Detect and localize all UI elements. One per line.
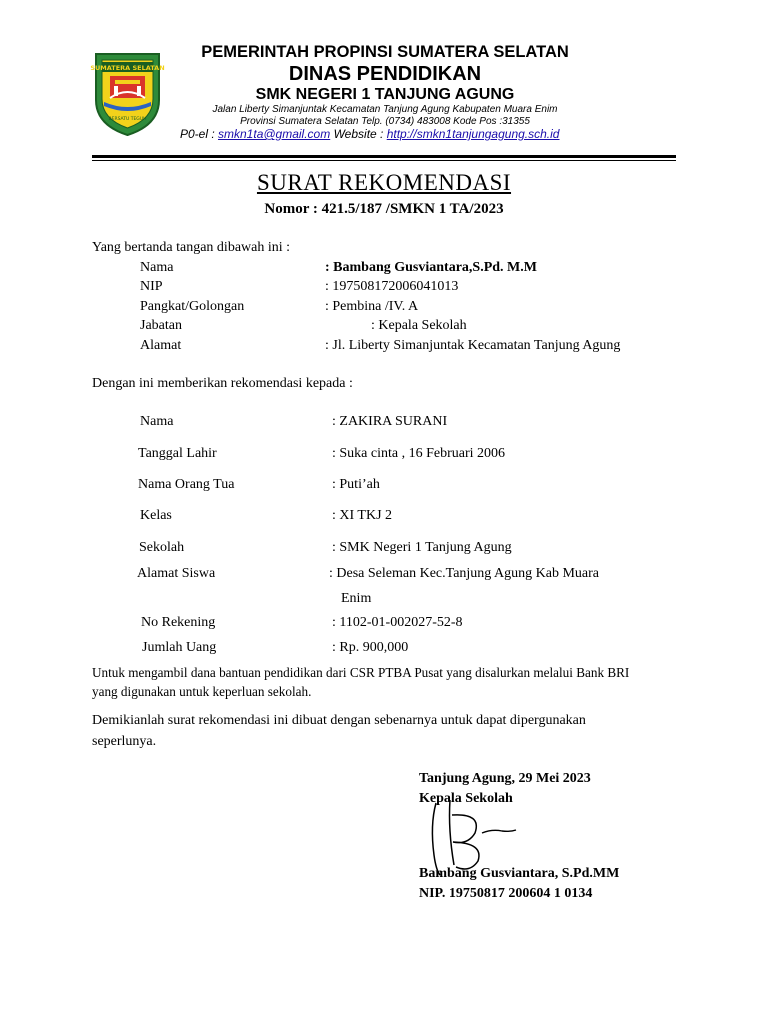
website-link[interactable]: http://smkn1tanjungagung.sch.id — [386, 127, 560, 141]
header-address-line2: Provinsi Sumatera Selatan Telp. (0734) 483008 Kode Pos :31355 — [240, 116, 530, 127]
student-label-kelas: Kelas — [140, 508, 172, 523]
student-value-jumlah-uang: : Rp. 900,000 — [332, 640, 409, 655]
student-value-kelas: : XI TKJ 2 — [332, 508, 393, 523]
student-value-tanggal-lahir: : Suka cinta , 16 Februari 2006 — [332, 446, 506, 461]
student-label-tanggal-lahir: Tanggal Lahir — [138, 446, 217, 461]
student-value-nama: : ZAKIRA SURANI — [332, 414, 448, 429]
student-label-sekolah: Sekolah — [139, 540, 185, 555]
regional-emblem-logo — [90, 50, 165, 138]
student-label-jumlah-uang: Jumlah Uang — [142, 640, 217, 655]
closing-line1: Demikianlah surat rekomendasi ini dibuat dengan sebenarnya untuk dapat dipergunakan — [92, 713, 586, 728]
signer-value-nama: : Bambang Gusviantara,S.Pd. M.M — [325, 260, 537, 275]
student-label-nama-orang-tua: Nama Orang Tua — [138, 477, 235, 492]
signer-value-nip: : 197508172006041013 — [325, 279, 459, 294]
logo-text: SUMATERA SELATAN — [90, 64, 165, 72]
letter-number: Nomor : 421.5/187 /SMKN 1 TA/2023 — [264, 201, 504, 217]
header-divider-thick — [92, 155, 676, 158]
student-value-no-rekening: : 1102-01-002027-52-8 — [332, 615, 463, 630]
recommendation-intro: Dengan ini memberikan rekomendasi kepada : — [92, 376, 353, 391]
letter-title: SURAT REKOMENDASI — [256, 170, 512, 195]
header-contact: P0-el : smkn1ta@gmail.com Website : http://smkn1tanjungagung.sch.id — [180, 127, 560, 141]
intro-text: Yang bertanda tangan dibawah ini : — [92, 240, 291, 255]
signature-nip: NIP. 19750817 200604 1 0134 — [419, 886, 593, 901]
purpose-line1: Untuk mengambil dana bantuan pendidikan dari CSR PTBA Pusat yang disalurkan melalui Bank BRI — [92, 665, 630, 680]
signer-label-jabatan: Jabatan — [140, 318, 182, 333]
purpose-line2: yang digunakan untuk keperluan sekolah. — [92, 684, 312, 699]
header-department: DINAS PENDIDIKAN — [288, 63, 482, 85]
signer-value-pangkat: : Pembina /IV. A — [325, 299, 419, 314]
student-label-nama: Nama — [140, 414, 174, 429]
header-address-line1: Jalan Liberty Simanjuntak Kecamatan Tanjung Agung Kabupaten Muara Enim — [212, 104, 558, 115]
student-value-nama-orang-tua: : Puti’ah — [332, 477, 380, 492]
header-government: PEMERINTAH PROPINSI SUMATERA SELATAN — [201, 43, 569, 61]
signer-label-nama: Nama — [140, 260, 174, 275]
signer-label-pangkat: Pangkat/Golongan — [140, 299, 245, 314]
signature-position: Kepala Sekolah — [419, 791, 513, 806]
student-value-alamat-siswa: : Desa Seleman Kec.Tanjung Agung Kab Muara — [329, 566, 599, 581]
student-value-alamat-siswa-cont: Enim — [341, 591, 372, 606]
email-link[interactable]: smkn1ta@gmail.com — [218, 127, 331, 141]
signature-place-date: Tanjung Agung, 29 Mei 2023 — [419, 771, 591, 786]
student-value-sekolah: : SMK Negeri 1 Tanjung Agung — [332, 540, 512, 555]
student-label-no-rekening: No Rekening — [141, 615, 216, 630]
signer-label-nip: NIP — [140, 279, 163, 294]
signer-value-jabatan: : Kepala Sekolah — [371, 318, 467, 333]
logo-motto: BERSATU TEGUH — [108, 117, 147, 122]
signer-label-alamat: Alamat — [140, 338, 182, 353]
signer-value-alamat: : Jl. Liberty Simanjuntak Kecamatan Tanjung Agung — [325, 338, 621, 353]
signature-name: Bambang Gusviantara, S.Pd.MM — [419, 866, 620, 881]
header-divider-thin — [92, 160, 676, 161]
closing-line2: seperlunya. — [92, 734, 157, 749]
header-school-name: SMK NEGERI 1 TANJUNG AGUNG — [255, 86, 515, 103]
student-label-alamat-siswa: Alamat Siswa — [137, 566, 216, 581]
